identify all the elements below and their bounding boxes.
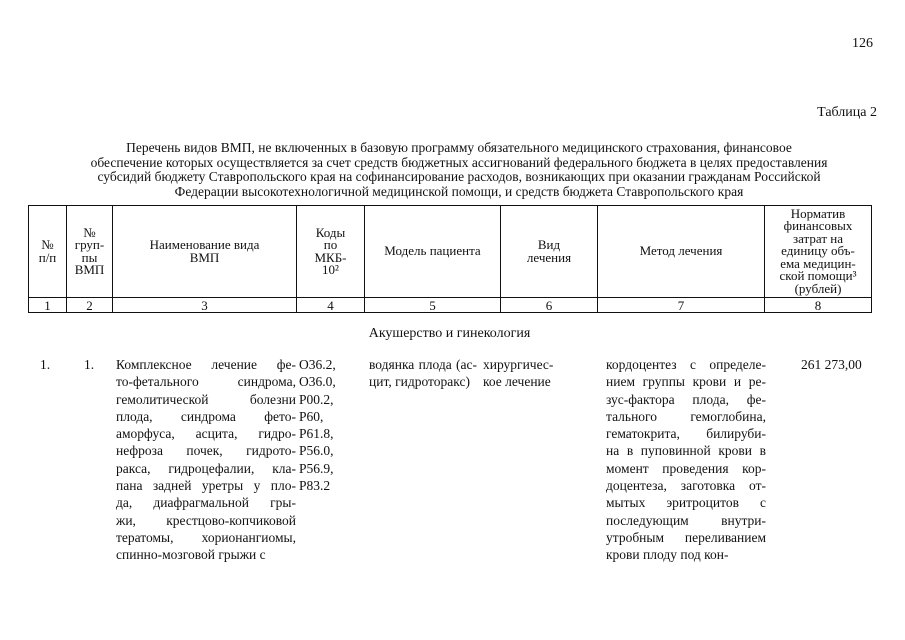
row-patient-model [369, 356, 477, 391]
column-header-line: финансовых [783, 218, 853, 234]
column-header-8 [765, 206, 872, 298]
row-cost: 261 273,00 [801, 357, 862, 372]
icd-code: P00.2, [299, 391, 334, 407]
column-number-cell: 7 [598, 298, 765, 313]
method-line: мытых эритроцитов с [606, 495, 766, 511]
method-line: кордоцентез с определе- [606, 357, 766, 372]
title-line: Федерации высокотехнологичной медицинской помощи, и средств бюджета Ставропольского края [174, 183, 744, 199]
method-line: зус-фактора плода, фе- [606, 391, 766, 407]
method-line: нием группы крови и ре- [606, 374, 766, 390]
method-line: гематокрита, билируби- [606, 426, 766, 442]
model-line: цит, гидроторакс) [369, 374, 470, 390]
name-line: аморфуса, асцита, гидро- [116, 426, 296, 442]
name-line: плода, синдрома фето- [116, 408, 296, 424]
column-number-cell: 1 [29, 298, 67, 313]
row-number: 1. [40, 357, 51, 372]
column-header-line: Метод лечения [639, 243, 723, 259]
icd-code: P56.0, [299, 443, 334, 459]
column-header-line: груп- [74, 237, 105, 252]
column-header-line: ВМП [74, 262, 105, 277]
page-number: 126 [852, 36, 873, 51]
column-header-line: единицу объ- [781, 243, 855, 259]
column-header-2 [67, 206, 113, 298]
icd-code: O36.2, [299, 357, 336, 372]
name-line: жи, крестцово-копчиковой [116, 512, 296, 528]
column-header-1 [29, 206, 67, 298]
column-number-cell: 6 [501, 298, 598, 313]
column-header-6 [501, 206, 598, 298]
column-header-3 [113, 206, 297, 298]
title-line: обеспечение которых осуществляется за счет средств бюджетных ассигнований федерального бюджета в целях предоставления [90, 154, 828, 170]
treatment-line: хирургичес- [483, 357, 554, 372]
column-header-line: по [323, 237, 338, 252]
method-line: тального гемоглобина, [606, 408, 766, 424]
column-number-cell: 3 [113, 298, 297, 313]
row-vmp-name [116, 356, 296, 564]
icd-code: P56.9, [299, 460, 334, 476]
column-header-line: п/п [38, 249, 57, 265]
column-header-line: № [83, 224, 96, 240]
row-treatment-type [483, 356, 553, 391]
name-line: тератомы, хорионангиомы, [116, 529, 296, 545]
column-header-line: лечения [526, 249, 572, 265]
name-line: нефроза почек, гидрото- [116, 443, 296, 459]
column-header-line: Коды [315, 224, 346, 240]
name-line: пана задней уретры у пло- [116, 478, 296, 494]
column-header-line: ской помощи³ [779, 268, 857, 284]
column-header-line: пы [81, 249, 98, 265]
column-header-line: Наименование вида [149, 237, 260, 252]
column-header-line: Вид [537, 237, 561, 252]
row-icd-codes [299, 356, 336, 494]
row-treatment-method [606, 356, 766, 564]
column-number-cell: 8 [765, 298, 872, 313]
name-line: спинно-мозговой грыжи с [116, 547, 266, 563]
column-header-7 [598, 206, 765, 298]
column-header-line: МКБ- [314, 249, 347, 265]
column-number-cell: 4 [297, 298, 365, 313]
column-header-line: затрат на [792, 230, 843, 246]
name-line: Комплексное лечение фе- [116, 357, 296, 372]
name-line: да, диафрагмальной гры- [116, 495, 296, 511]
column-header-line: ема медицин- [780, 255, 856, 271]
treatment-line: кое лечение [483, 374, 551, 390]
column-header-line: (рублей) [794, 280, 842, 296]
column-header-5 [365, 206, 501, 298]
method-line: последующим внутри- [606, 512, 766, 528]
column-number-cell: 2 [67, 298, 113, 313]
method-line: утробным переливанием [606, 529, 766, 545]
method-line: доцентеза, заготовка от- [606, 478, 766, 494]
column-number-cell: 5 [365, 298, 501, 313]
section-title: Акушерство и гинекология [368, 326, 531, 341]
icd-code: O36.0, [299, 374, 336, 390]
name-line: гемолитической болезни [116, 391, 296, 407]
table-header [28, 205, 872, 313]
method-line: на в пуповинной крови в [606, 443, 766, 459]
row-group: 1. [84, 357, 95, 372]
name-line: ракса, гидроцефалии, кла- [116, 460, 296, 476]
model-line: водянка плода (ас- [369, 357, 477, 372]
document-title [24, 141, 894, 199]
icd-code: P83.2 [299, 478, 331, 494]
column-header-line: 10² [322, 262, 339, 277]
title-line: субсидий бюджету Ставропольского края на софинансирование расходов, возникающих при оказании гражданам Российской [97, 169, 821, 184]
method-line: момент проведения кор- [606, 460, 766, 476]
column-header-line: ВМП [189, 249, 220, 265]
column-header-line: Модель пациента [384, 243, 481, 259]
method-line: крови плоду под кон- [606, 547, 729, 563]
table-label: Таблица 2 [817, 105, 877, 120]
icd-code: P60, [299, 408, 324, 424]
icd-code: P61.8, [299, 426, 334, 442]
title-line: Перечень видов ВМП, не включенных в базовую программу обязательного медицинского страхования, финансовое [126, 140, 792, 155]
column-header-line: № [41, 237, 54, 252]
column-header-4 [297, 206, 365, 298]
name-line: то-фетального синдрома, [116, 374, 296, 390]
column-header-line: Норматив [790, 205, 846, 221]
